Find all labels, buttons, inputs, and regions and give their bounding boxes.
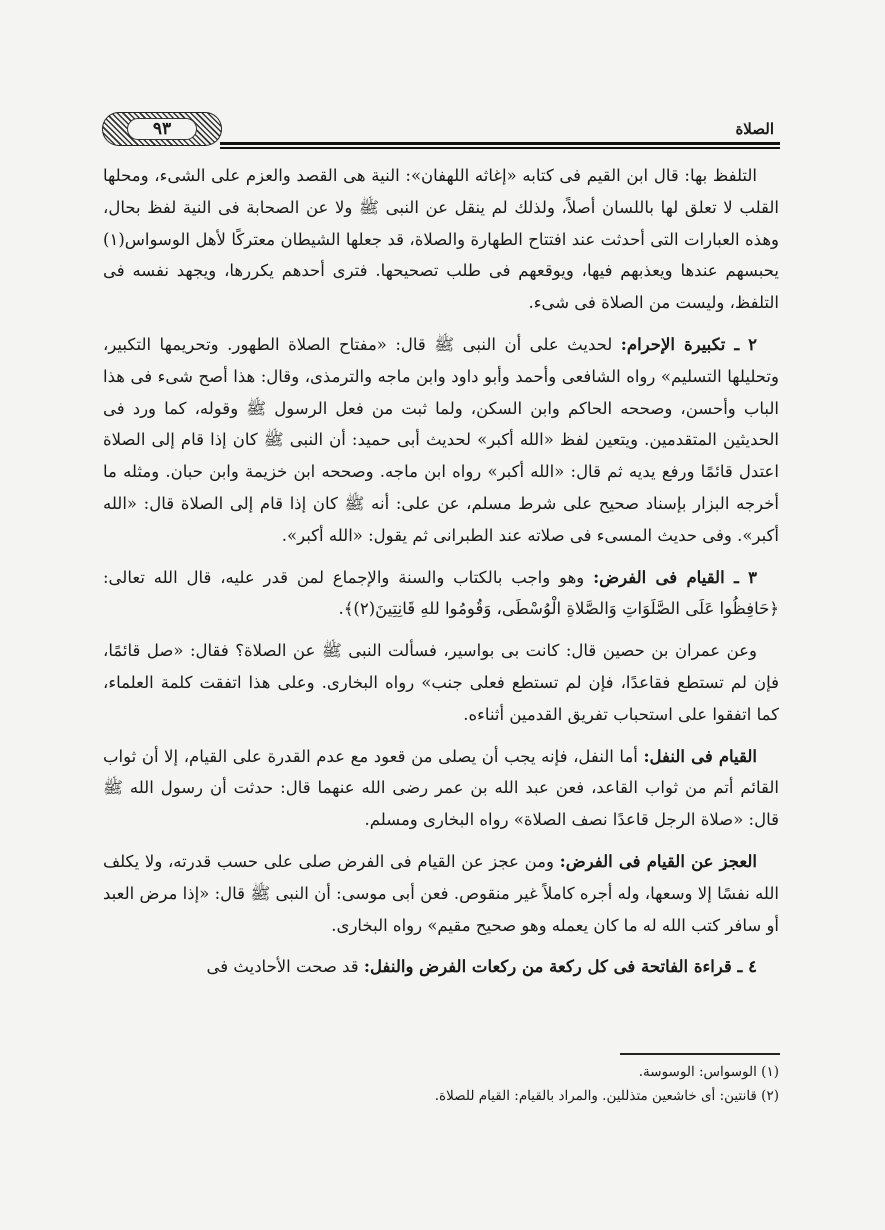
paragraph-ajz [103,846,779,941]
paragraph-text: أما النفل، فإنه يجب أن يصلى من قعود مع عدم القدرة على القيام، إلا أن ثواب القائم أتم من ثواب القاعد، فعن عبد الله بن عمر رضى الله عنهما قال: حدثت أن رسول الله ﷺ قال: «صلاة الرجل قاعدًا نصف الصلاة» رواه البخارى ومسلم. [103,746,779,830]
paragraph-text: التلفظ بها: قال ابن القيم فى كتابه «إغاثه اللهفان»: النية هى القصد والعزم على الشىء، ومحلها القلب لا تعلق لها باللسان أصلاً، ولذلك لم ينقل عن النبى ﷺ ولا عن الصحابة فى النية لفظ بحال، وهذه العبارات التى أحدثت عند افتتاح الطهارة والصلاة، قد جعلها الشيطان معتركًا لأهل الوسواس(١) يحبسهم عندها ويعذبهم فيها، ويوقعهم فى طلب تصحيحها. فترى أحدهم يكررها، ويجهد نفسه فى التلفظ، وليست من الصلاة فى شىء. [103,166,779,313]
body-text [103,160,779,993]
header-rule-thin [220,147,780,149]
paragraph-text: قد صحت الأحاديث فى [206,957,364,977]
paragraph-fatiha [103,951,779,983]
paragraph-lead: ٢ ـ تكبيرة الإحرام: [620,334,757,354]
paragraph-text: لحديث على أن النبى ﷺ قال: «مفتاح الصلاة الطهور. وتحريمها التكبير، وتحليلها التسليم» رواه الشافعى وأحمد وأبو داود وابن ماجه والترمذى، وقال: هذا أصح شىء فى هذا الباب وأحسن، وصححه الحاكم وابن السكن، ولما ثبت من فعل الرسول ﷺ وقوله، كما ورد فى الحديثين المتقدمين. ويتعين لفظ «الله أكبر» لحديث أبى حميد: أن النبى ﷺ كان إذا قام إلى الصلاة اعتدل قائمًا ورفع يديه ثم قال: «الله أكبر» رواه ابن ماجه. وصححه ابن خزيمة وابن حبان. ومثله ما أخرجه البزار بإسناد صحيح على شرط مسلم، عن على: أنه ﷺ كان إذا قام إلى الصلاة قال: «الله أكبر». وفى حديث المسىء فى صلاته عند الطبرانى ثم يقول: «الله أكبر». [103,334,779,545]
paragraph-text: ومن عجز عن القيام فى الفرض صلى على حسب قدرته، ولا يكلف الله نفسًا إلا وسعها، وله أجره كاملاً غير منقوص. فعن أبى موسى: أن النبى ﷺ قال: «إذا مرض العبد أو سافر كتب الله له ما كان يعمله وهو صحيح مقيم» رواه البخارى. [103,851,779,935]
paragraph-text: وهو واجب بالكتاب والسنة والإجماع لمن قدر عليه، قال الله تعالى: ﴿حَافِظُوا عَلَى الصَّلَوَاتِ وَالصَّلاةِ الْوُسْطَى، وَقُومُوا للهِ قَانِتِينَ(٢)﴾. [103,567,779,619]
paragraph-takbir [103,329,779,552]
paragraph-imran [103,635,779,730]
paragraph-lead: العجز عن القيام فى الفرض: [559,851,757,871]
paragraph-lead: ٤ ـ قراءة الفاتحة فى كل ركعة من ركعات الفرض والنفل: [363,957,757,977]
footnote-2: (٢) قانتين: أى خاشعين متذللين. والمراد بالقيام: القيام للصلاة. [434,1088,779,1104]
page-number-badge [102,112,222,146]
paragraph-talaffuz [103,160,779,319]
header-rule [220,142,780,145]
paragraph-text: وعن عمران بن حصين قال: كانت بى بواسير، فسألت النبى ﷺ عن الصلاة؟ فقال: «صل قائمًا، فإن لم تستطع فقاعدًا، فإن لم تستطع فعلى جنب» رواه البخارى. وعلى هذا اتفقت كلمة العلماء، كما اتفقوا على استحباب تفريق القدمين أثناءه. [103,641,779,724]
footnotes [103,1060,779,1108]
page-header [100,108,780,150]
footnote-1: (١) الوسواس: الوسوسة. [638,1064,779,1080]
paragraph-qiyam-nafl [103,741,779,836]
paragraph-qiyam-fard [103,562,779,626]
page-number: ٩٣ [127,118,197,140]
paragraph-lead: ٣ ـ القيام فى الفرض: [593,567,758,587]
paragraph-lead: القيام فى النفل: [643,746,757,766]
chapter-title: الصلاة [735,120,774,138]
footnote-rule [620,1053,780,1055]
